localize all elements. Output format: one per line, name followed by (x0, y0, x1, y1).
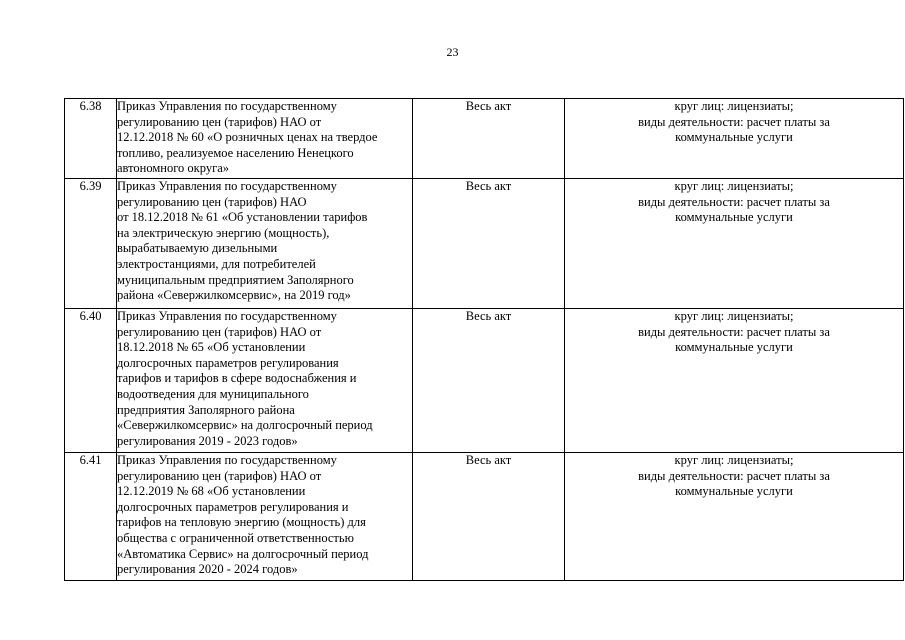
act-scope: Весь акт (413, 179, 565, 309)
act-title-line: Приказ Управления по государственному (117, 99, 337, 113)
act-title-line: 18.12.2018 № 65 «Об установлении (117, 340, 306, 355)
table-row (65, 453, 904, 581)
row-number: 6.38 (65, 99, 117, 179)
requirement-line: коммунальные услуги (675, 210, 793, 225)
act-title-line: долгосрочных параметров регулирования (117, 355, 339, 370)
requirement-line: коммунальные услуги (675, 130, 793, 145)
row-number: 6.39 (65, 179, 117, 309)
act-title-line: на электрическую энергию (мощность), (117, 225, 330, 240)
requirement-line: виды деятельности: расчет платы за (638, 194, 830, 209)
act-title-line: электростанциями, для потребителей (117, 256, 316, 271)
requirement-line: круг лиц: лицензиаты; (674, 99, 794, 113)
act-title-line: 12.12.2018 № 60 «О розничных ценах на твердое (117, 130, 378, 145)
act-title-line: топливо, реализуемое населению Ненецкого (117, 145, 354, 160)
row-number: 6.40 (65, 309, 117, 453)
act-title-line: предприятия Заполярного района (117, 402, 295, 417)
acts-table (64, 98, 904, 581)
requirement-line: круг лиц: лицензиаты; (674, 309, 794, 323)
requirement-line: виды деятельности: расчет платы за (638, 468, 830, 483)
act-title-line: «Севержилкомсервис» на долгосрочный период (117, 418, 373, 433)
act-title-line: тарифов и тарифов в сфере водоснабжения и (117, 371, 357, 386)
requirement-line: круг лиц: лицензиаты; (674, 453, 794, 467)
act-title-line: регулированию цен (тарифов) НАО от (117, 114, 322, 129)
table-row (65, 99, 904, 179)
act-title-line: тарифов на тепловую энергию (мощность) для (117, 515, 366, 530)
requirement-line: виды деятельности: расчет платы за (638, 114, 830, 129)
table-row (65, 179, 904, 309)
act-title-line: регулированию цен (тарифов) НАО от (117, 468, 322, 483)
act-title (117, 99, 413, 179)
requirements (565, 453, 904, 581)
act-title-line: района «Севержилкомсервис», на 2019 год» (117, 288, 351, 303)
act-title-line: регулированию цен (тарифов) НАО (117, 194, 307, 209)
row-number: 6.41 (65, 453, 117, 581)
table-row (65, 309, 904, 453)
act-title (117, 179, 413, 309)
act-title-line: муниципальным предприятием Заполярного (117, 272, 354, 287)
act-title-line: Приказ Управления по государственному (117, 179, 337, 193)
requirements (565, 99, 904, 179)
act-title-line: регулированию цен (тарифов) НАО от (117, 324, 322, 339)
act-title-line: регулирования 2019 - 2023 годов» (117, 433, 298, 448)
act-title (117, 309, 413, 453)
act-title-line: долгосрочных параметров регулирования и (117, 499, 349, 514)
requirement-line: виды деятельности: расчет платы за (638, 324, 830, 339)
act-title-line: общества с ограниченной ответственностью (117, 530, 354, 545)
requirement-line: коммунальные услуги (675, 484, 793, 499)
act-title-line: Приказ Управления по государственному (117, 453, 337, 467)
requirement-line: круг лиц: лицензиаты; (674, 179, 794, 193)
act-title-line: 12.12.2019 № 68 «Об установлении (117, 484, 306, 499)
act-title-line: «Автоматика Сервис» на долгосрочный период (117, 546, 369, 561)
requirement-line: коммунальные услуги (675, 340, 793, 355)
requirements (565, 179, 904, 309)
act-scope: Весь акт (413, 309, 565, 453)
act-title (117, 453, 413, 581)
act-title-line: от 18.12.2018 № 61 «Об установлении тарифов (117, 210, 368, 225)
act-title-line: автономного округа» (117, 161, 230, 176)
act-scope: Весь акт (413, 453, 565, 581)
act-scope: Весь акт (413, 99, 565, 179)
act-title-line: Приказ Управления по государственному (117, 309, 337, 323)
requirements (565, 309, 904, 453)
act-title-line: регулирования 2020 - 2024 годов» (117, 562, 298, 577)
page-number: 23 (446, 45, 459, 59)
act-title-line: вырабатываемую дизельными (117, 241, 278, 256)
act-title-line: водоотведения для муниципального (117, 386, 309, 401)
